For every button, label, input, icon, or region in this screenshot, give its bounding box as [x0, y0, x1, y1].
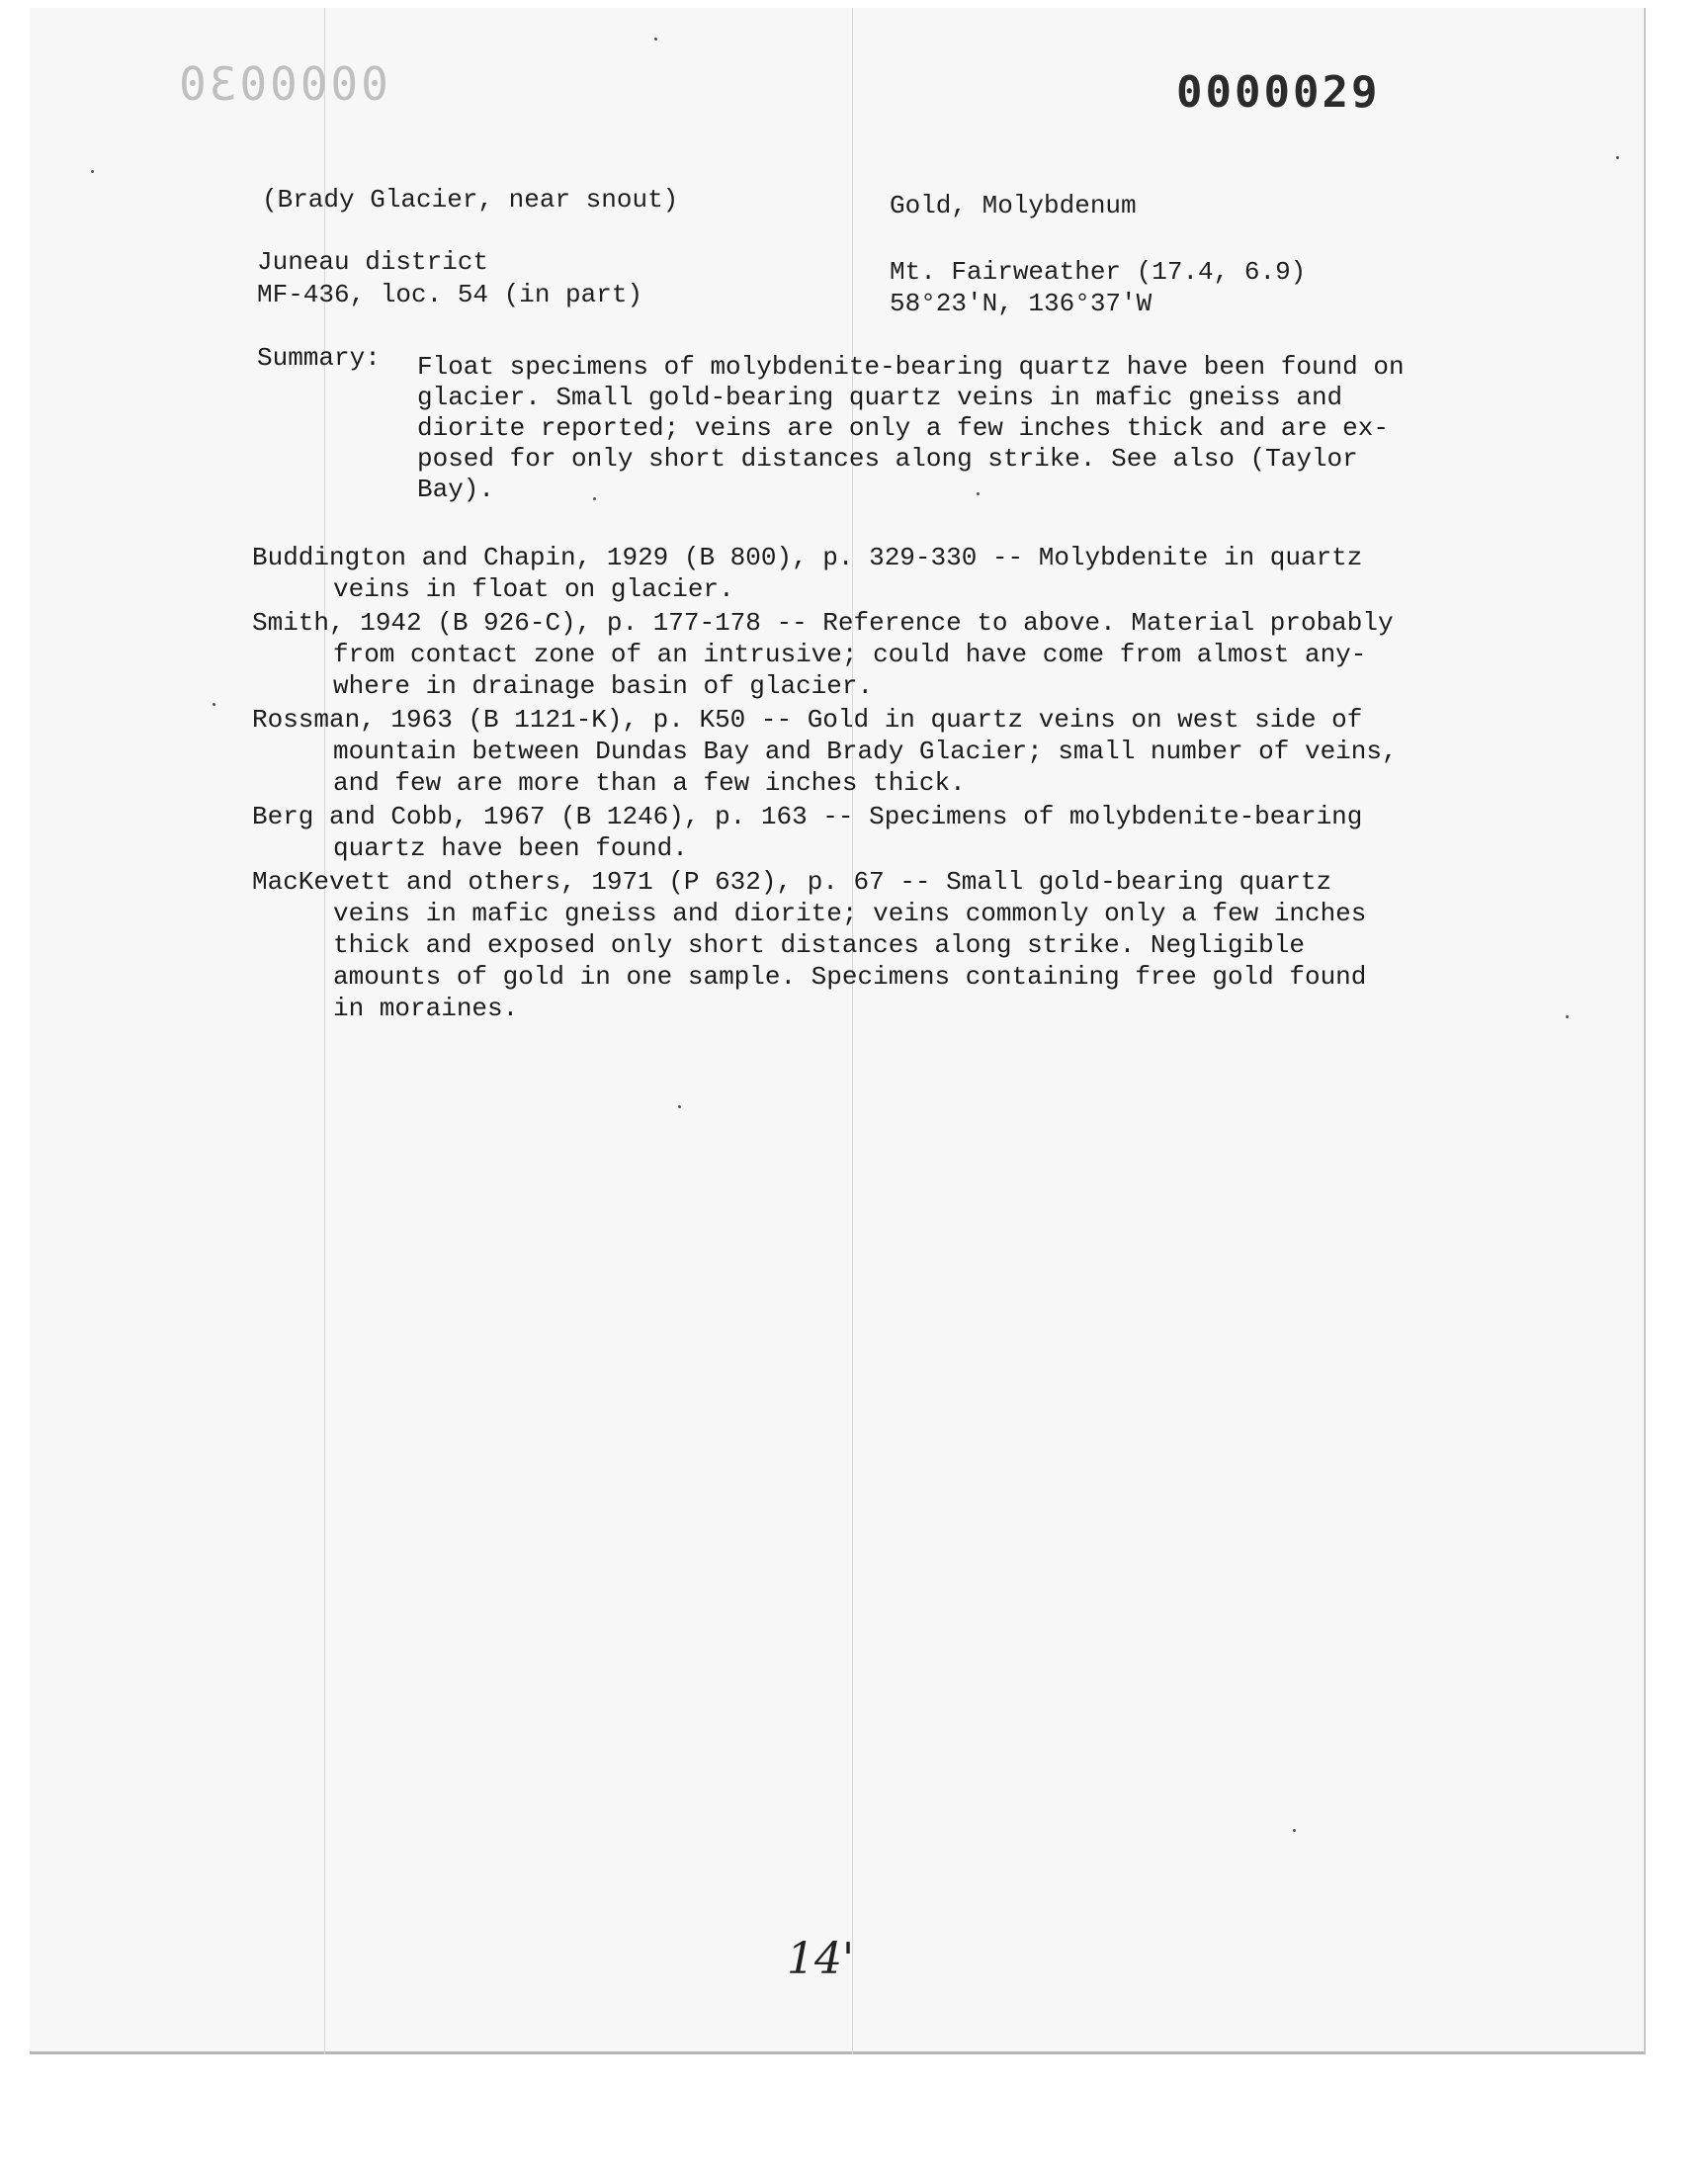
reference-entry: Smith, 1942 (B 926-C), p. 177-178 -- Reference to above. Material probably from contact zone of an intrusive; could have come from almost any- where in drainage basin of glacier.: [252, 608, 1394, 701]
scan-speck: [1616, 156, 1619, 159]
location-name: (Brady Glacier, near snout): [262, 185, 679, 215]
reference-entry: MacKevett and others, 1971 (P 632), p. 67 -- Small gold-bearing quartz veins in mafic gneiss and diorite; veins commonly only a few inches thick and exposed only short distances along strike. Negligible amounts of gold in one sample. Specimens containing free gold found in moraines.: [252, 867, 1367, 1023]
commodity: Gold, Molybdenum: [890, 191, 1137, 220]
scan-speck: [1293, 1829, 1296, 1832]
quadrangle: Mt. Fairweather (17.4, 6.9): [890, 257, 1307, 287]
reference-entry: Buddington and Chapin, 1929 (B 800), p. 329-330 -- Molybdenite in quartz veins in float on glacier.: [252, 543, 1363, 604]
reference-entry: Berg and Cobb, 1967 (B 1246), p. 163 -- Specimens of molybdenite-bearing quartz have been found.: [252, 802, 1363, 863]
summary-label: Summary:: [257, 343, 381, 373]
handwritten-page-mark: 14': [787, 1934, 855, 1984]
scan-speck: [91, 170, 94, 173]
reference-list: [252, 542, 1537, 1026]
reference-entry: Rossman, 1963 (B 1121-K), p. K50 -- Gold in quartz veins on west side of mountain between Dundas Bay and Brady Glacier; small number of veins, and few are more than a few inches thick.: [252, 705, 1398, 798]
scan-speck: [1566, 1015, 1569, 1018]
fold-line-center: [852, 8, 853, 2054]
scan-speck: [654, 38, 657, 41]
page-number-stamp: 0000029: [1176, 67, 1381, 118]
map-reference: MF-436, loc. 54 (in part): [257, 280, 643, 309]
document-sheet: [30, 8, 1646, 2054]
scan-speck: [678, 1105, 681, 1108]
district: Juneau district: [257, 247, 489, 277]
bleed-through-page-number: 0000030: [176, 57, 388, 111]
coordinates: 58°23'N, 136°37'W: [890, 289, 1153, 318]
summary-text: Float specimens of molybdenite-bearing quartz have been found on glacier. Small gold-bearing quartz veins in mafic gneiss and diorite reported; veins are only a few inches thick and are ex- posed for only short distances along strike. See also (Taylor Bay).: [417, 352, 1405, 504]
fold-line-left: [324, 8, 325, 2054]
scan-speck: [977, 492, 980, 495]
scan-speck: [593, 497, 596, 500]
scan-speck: [213, 703, 215, 706]
